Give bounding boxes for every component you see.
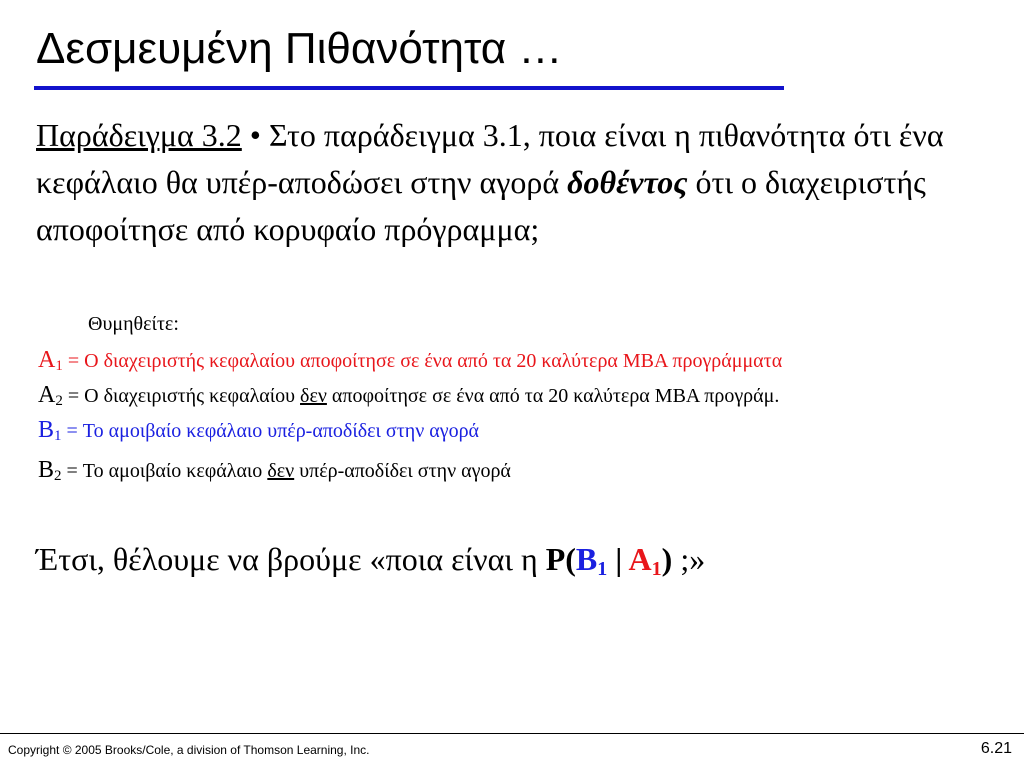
definition-text: = Ο διαχειριστής κεφαλαίου αποφοίτησε σε ένα από τα 20 καλύτερα MBA προγράμματα bbox=[62, 350, 783, 372]
title-underline-rule bbox=[34, 86, 784, 90]
negation-word: δεν bbox=[300, 385, 327, 407]
definition-text-after: υπέρ-αποδίδει στην αγορά bbox=[294, 460, 511, 482]
event-subscript: 1 bbox=[55, 358, 63, 374]
slide-title: Δεσμευμένη Πιθανότητα … bbox=[36, 24, 563, 73]
event-letter: B bbox=[38, 417, 55, 443]
conclusion-end: ;» bbox=[672, 541, 706, 577]
example-label: Παράδειγμα 3.2 bbox=[36, 117, 242, 153]
bullet: • bbox=[241, 117, 269, 153]
example-text-2: ότι ο διαχειριστής αποφοίτησε από κορυφαίο πρόγραμμα; bbox=[36, 164, 926, 247]
event-b-subscript: 1 bbox=[597, 558, 608, 580]
negation-word: δεν bbox=[267, 460, 295, 482]
probability-open: P( bbox=[545, 541, 576, 577]
conclusion-line bbox=[36, 536, 705, 592]
footer-rule bbox=[0, 733, 1024, 734]
event-subscript: 2 bbox=[54, 468, 62, 484]
event-letter: B bbox=[38, 457, 55, 483]
slide-number: 6.21 bbox=[980, 740, 1012, 757]
given-emphasis: δοθέντος bbox=[567, 164, 688, 200]
definition-text-before: = Ο διαχειριστής κεφαλαίου bbox=[62, 385, 301, 407]
definition-a1 bbox=[38, 347, 782, 379]
event-a-subscript: 1 bbox=[651, 558, 662, 580]
definition-a2 bbox=[38, 382, 779, 414]
copyright-text: Copyright © 2005 Brooks/Cole, a division of Thomson Learning, Inc. bbox=[8, 743, 370, 757]
event-letter: A bbox=[38, 382, 56, 408]
definition-b2 bbox=[38, 457, 511, 489]
event-a-letter: A bbox=[628, 541, 652, 577]
definition-b1 bbox=[38, 417, 479, 449]
definition-text: = Το αμοιβαίο κεφάλαιο υπέρ-αποδίδει στην αγορά bbox=[61, 420, 480, 442]
definition-text-before: = Το αμοιβαίο κεφάλαιο bbox=[61, 460, 268, 482]
event-letter: A bbox=[38, 347, 56, 373]
event-b-letter: B bbox=[575, 541, 598, 577]
remember-label: Θυμηθείτε: bbox=[88, 313, 179, 335]
conclusion-text: Έτσι, θέλουμε να βρούμε «ποια είναι η bbox=[36, 541, 546, 577]
given-separator: | bbox=[607, 541, 629, 577]
event-subscript: 2 bbox=[55, 393, 63, 409]
definition-text-after: αποφοίτησε σε ένα από τα 20 καλύτερα MBA προγράμ. bbox=[326, 385, 780, 407]
probability-close: ) bbox=[661, 541, 673, 577]
example-text-1: Στο παράδειγμα 3.1, ποια είναι η πιθανότητα ότι ένα κεφάλαιο θα υπέρ-αποδώσει στην αγορά bbox=[36, 117, 944, 200]
example-paragraph bbox=[36, 112, 1016, 253]
event-subscript: 1 bbox=[54, 428, 62, 444]
